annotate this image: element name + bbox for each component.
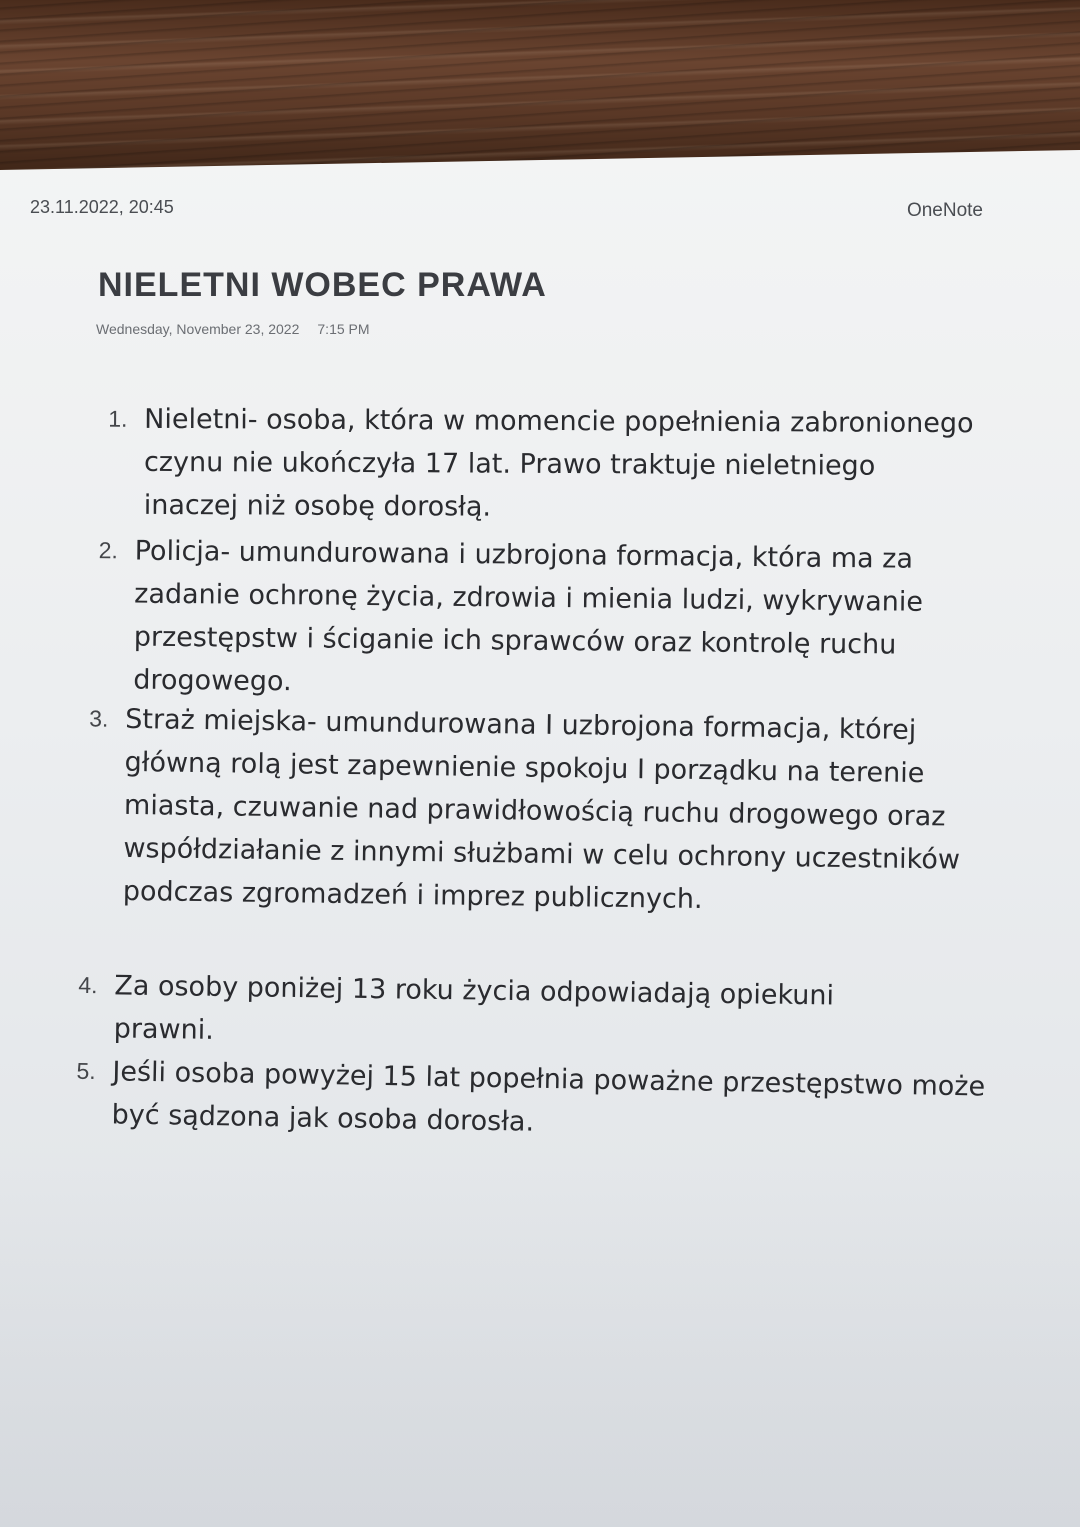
list-item-number: 4.: [78, 971, 98, 999]
list-item: [89, 698, 996, 925]
created-date: Wednesday, November 23, 2022: [96, 321, 300, 337]
list-item-text: Jeśli osoba powyżej 15 lat popełnia poważne przestępstwo może być sądzona jak osoba dorosła.: [111, 1056, 986, 1138]
list-item-number: 5.: [76, 1057, 96, 1085]
list-item-number: 3.: [89, 705, 109, 732]
list-item-text: Policja- umundurowana i uzbrojona formacja, która ma za zadanie ochronę życia, zdrowia i mienia ludzi, wykrywanie przestępstw i ściganie ich sprawców oraz kontrolę ruchu drogowego.: [133, 535, 924, 698]
created-time: 7:15 PM: [317, 321, 370, 337]
list-item-number: 1.: [108, 405, 128, 432]
list-item-text: Za osoby poniżej 13 roku życia odpowiadają opiekuni prawni.: [113, 970, 835, 1046]
list-item-text: Nieletni- osoba, która w momencie popełnienia zabronionego czynu nie ukończyła 17 lat. Prawo traktuje nieletniego inaczej niż osobę dorosłą.: [143, 403, 974, 523]
print-app-name: OneNote: [906, 200, 983, 221]
list-item: [108, 398, 975, 531]
page-created-timestamp: [96, 321, 370, 337]
page-title: NIELETNI WOBEC PRAWA: [98, 266, 547, 304]
list-item: [78, 964, 914, 1061]
list-item-text: Straż miejska- umundurowana I uzbrojona formacja, której główną rolą jest zapewnienie spokoju I porządku na terenie miasta, czuwanie nad prawidłowością ruchu drogowego oraz współdziałanie z innymi służbami w celu ochrony uczestników podczas zgromadzeń i imprez publicznych.: [122, 703, 961, 916]
list-item: [76, 1050, 992, 1151]
list-item: [98, 530, 985, 711]
wooden-table-background: [0, 0, 1080, 175]
list-item-number: 2.: [98, 537, 119, 564]
print-datetime: 23.11.2022, 20:45: [30, 197, 174, 217]
